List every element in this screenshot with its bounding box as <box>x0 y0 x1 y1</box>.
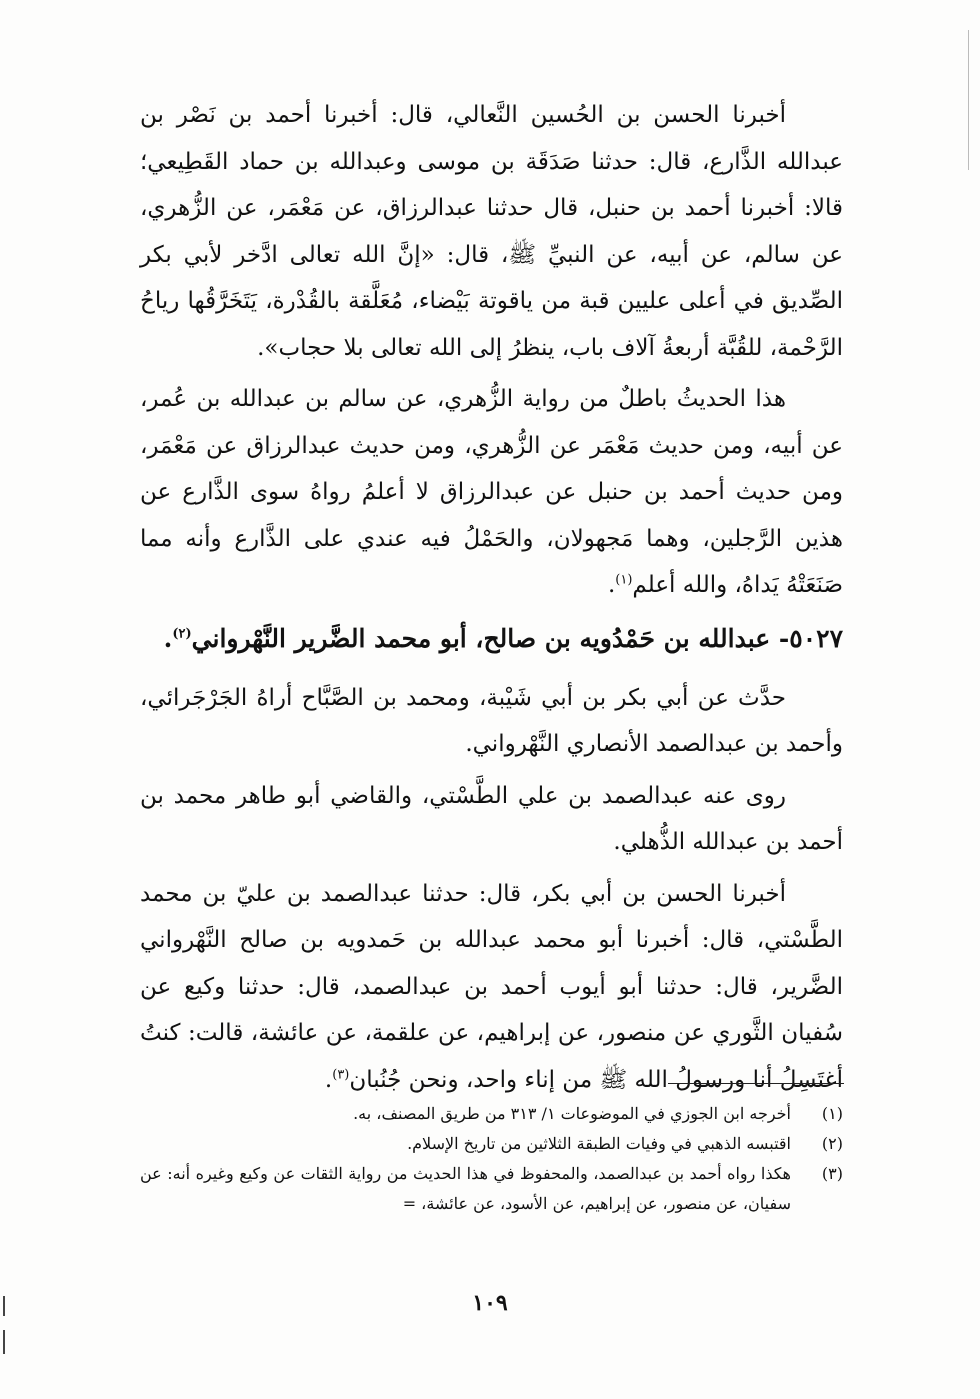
paragraph-5-text: أخبرنا الحسن بن أبي بكر، قال: حدثنا عبدالصمد بن عليّ بن محمد الطَّسْتي، قال: أخبرنا أبو محمد عبدالله بن حَمدويه بن صالح النَّهْرواني الضَّرير، قال: حدثنا أبو أيوب أحمد بن عبدالصمد، قال: حدثنا وكيع عن سُفيان الثَّوري عن منصور، عن إبراهيم، عن علقمة، عن عائشة، قالت: كنتُ أغتَسِلُ أنا ورسولُ الله ﷺ من إناء واحد، ونحن جُنُبان <box>140 880 843 1093</box>
footnote-text: أخرجه ابن الجوزي في الموضوعات ١/ ٣١٣ من طريق المصنف، به. <box>353 1104 791 1123</box>
main-text <box>140 92 843 1103</box>
footnote-number: (٣) <box>821 1164 843 1183</box>
paragraph-2-end: . <box>607 572 616 598</box>
paragraph-1: أخبرنا الحسن بن الحُسين النَّعالي، قال: أخبرنا أحمد بن نَصْر بن عبدالله الذَّارع، قال: حدثنا صَدَقَة بن موسى وعبدالله بن حماد القَطِيعي؛ قالا: أخبرنا أحمد بن حنبل، قال حدثنا عبدالرزاق، عن مَعْمَر، عن الزُّهري، عن سالم، عن أبيه، عن النبيِّ ﷺ، قال: «إنَّ الله تعالى ادَّخر لأبي بكر الصِّديق في أعلى عليين قبة من ياقوتة بَيْضاء، مُعَلَّقة بالقُدْرة، يَتَخَرَّقُها رياحُ الرَّحْمة، للقُبَّة أربعةُ آلاف باب، ينظرُ إلى الله تعالى بلا حجاب». <box>140 102 843 361</box>
footnote-3 <box>140 1159 843 1219</box>
paragraph-5-end: . <box>324 1066 333 1093</box>
entry-heading-end: . <box>163 623 173 653</box>
paragraph-2 <box>140 376 843 609</box>
footnote-ref-2: (٢) <box>172 626 192 642</box>
footnote-1 <box>140 1099 843 1129</box>
footnote-text: هكذا رواه أحمد بن عبدالصمد، والمحفوظ في هذا الحديث من رواية الثقات عن وكيع وغيره أنه: عن سفيان، عن منصور، عن إبراهيم، عن الأسود، عن عائشة، = <box>140 1164 791 1213</box>
entry-heading <box>140 613 843 665</box>
scan-mark <box>3 1330 5 1354</box>
footnote-ref-1: (١) <box>615 572 633 588</box>
footnote-separator <box>668 1083 844 1084</box>
scan-mark <box>968 30 969 170</box>
paragraph-3: حدَّث عن أبي بكر بن أبي شَيْبة، ومحمد بن الصَّبَّاح أراهُ الجَرْجَرائي، وأحمد بن عبدالصمد الأنصاري النَّهْرواني. <box>140 684 843 757</box>
scan-mark <box>3 1296 5 1316</box>
paragraph-4: روى عنه عبدالصمد بن علي الطَّسْتي، والقاضي أبو طاهر محمد بن أحمد بن عبدالله الذُّهلي. <box>140 782 843 855</box>
footnote-ref-3: (٣) <box>332 1066 350 1082</box>
paragraph-5 <box>140 871 843 1104</box>
entry-heading-text: ٥٠٢٧- عبدالله بن حَمْدُويه بن صالح، أبو محمد الضَّرير النَّهْرواني <box>191 623 843 653</box>
footnote-text: اقتبسه الذهبي في وفيات الطبقة الثلاثين من تاريخ الإسلام. <box>407 1134 791 1153</box>
footnote-number: (٢) <box>821 1134 843 1153</box>
footnote-number: (١) <box>821 1104 843 1123</box>
paragraph-2-text: هذا الحديثُ باطلٌ من رواية الزُّهري، عن سالم بن عبدالله بن عُمر، عن أبيه، ومن حديث مَعْمَر عن الزُّهري، ومن حديث عبدالرزاق عن مَعْمَر، ومن حديث أحمد بن حنبل عن عبدالرزاق لا أعلمُ رواهُ سوى الذَّارع عن هذين الرَّجلين، وهما مَجهولان، والحَمْلُ فيه عندي على الذَّارع وأنه مما صَنَعَتْهُ يَداهُ، والله أعلم <box>140 386 843 598</box>
footnote-2 <box>140 1129 843 1159</box>
footnotes <box>140 1099 843 1219</box>
page-number: ١٠٩ <box>472 1290 508 1316</box>
